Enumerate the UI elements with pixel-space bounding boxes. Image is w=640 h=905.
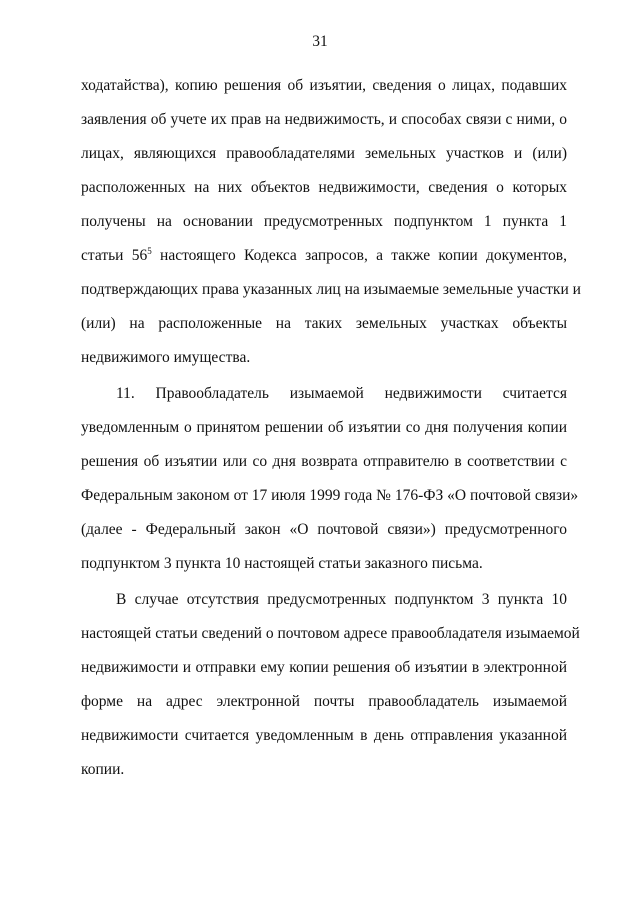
- text-line-with-superscript: [81, 239, 567, 273]
- text-line: настоящей статьи сведений о почтовом адресе правообладателя изымаемой: [81, 625, 580, 642]
- text-line: форме на адрес электронной почты правообладатель изымаемой: [81, 693, 567, 710]
- text-line: недвижимости и отправки ему копии решения об изъятии в электронной: [81, 659, 567, 676]
- paragraph-continuation: [81, 69, 581, 375]
- text-fragment: настоящего Кодекса запросов, а также копии документов,: [151, 247, 567, 264]
- text-line: 11. Правообладатель изымаемой недвижимости считается: [116, 385, 567, 402]
- text-line: подтверждающих права указанных лиц на изымаемые земельные участки и: [81, 281, 581, 298]
- text-line: копии.: [81, 761, 125, 778]
- text-line: ходатайства), копию решения об изъятии, сведения о лицах, подавших: [81, 77, 567, 94]
- text-line: заявления об учете их прав на недвижимость, и способах связи с ними, о: [81, 111, 567, 128]
- page-number: 31: [312, 33, 328, 50]
- text-line: уведомленным о принятом решении об изъятии со дня получения копии: [81, 419, 567, 436]
- text-line: (или) на расположенные на таких земельных участках объекты: [81, 315, 567, 332]
- text-line: (далее - Федеральный закон «О почтовой связи») предусмотренного: [81, 521, 567, 538]
- text-line: расположенных на них объектов недвижимости, сведения о которых: [81, 179, 567, 196]
- text-line: В случае отсутствия предусмотренных подпунктом 3 пункта 10: [116, 591, 567, 608]
- text-line: получены на основании предусмотренных подпунктом 1 пункта 1: [81, 213, 567, 230]
- text-line: недвижимости считается уведомленным в день отправления указанной: [81, 727, 567, 744]
- text-line: решения об изъятии или со дня возврата отправителю в соответствии с: [81, 453, 567, 470]
- text-line: Федеральным законом от 17 июля 1999 года № 176-ФЗ «О почтовой связи»: [81, 487, 579, 504]
- document-body: [81, 69, 581, 787]
- text-line: подпунктом 3 пункта 10 настоящей статьи заказного письма.: [81, 555, 483, 572]
- paragraph-item-11: [81, 377, 579, 581]
- text-line: недвижимого имущества.: [81, 349, 251, 366]
- superscript: 5: [147, 246, 152, 256]
- paragraph-absent-address: [81, 583, 580, 787]
- text-fragment: статьи 56: [81, 247, 148, 264]
- text-line: лицах, являющихся правообладателями земельных участков и (или): [81, 145, 567, 162]
